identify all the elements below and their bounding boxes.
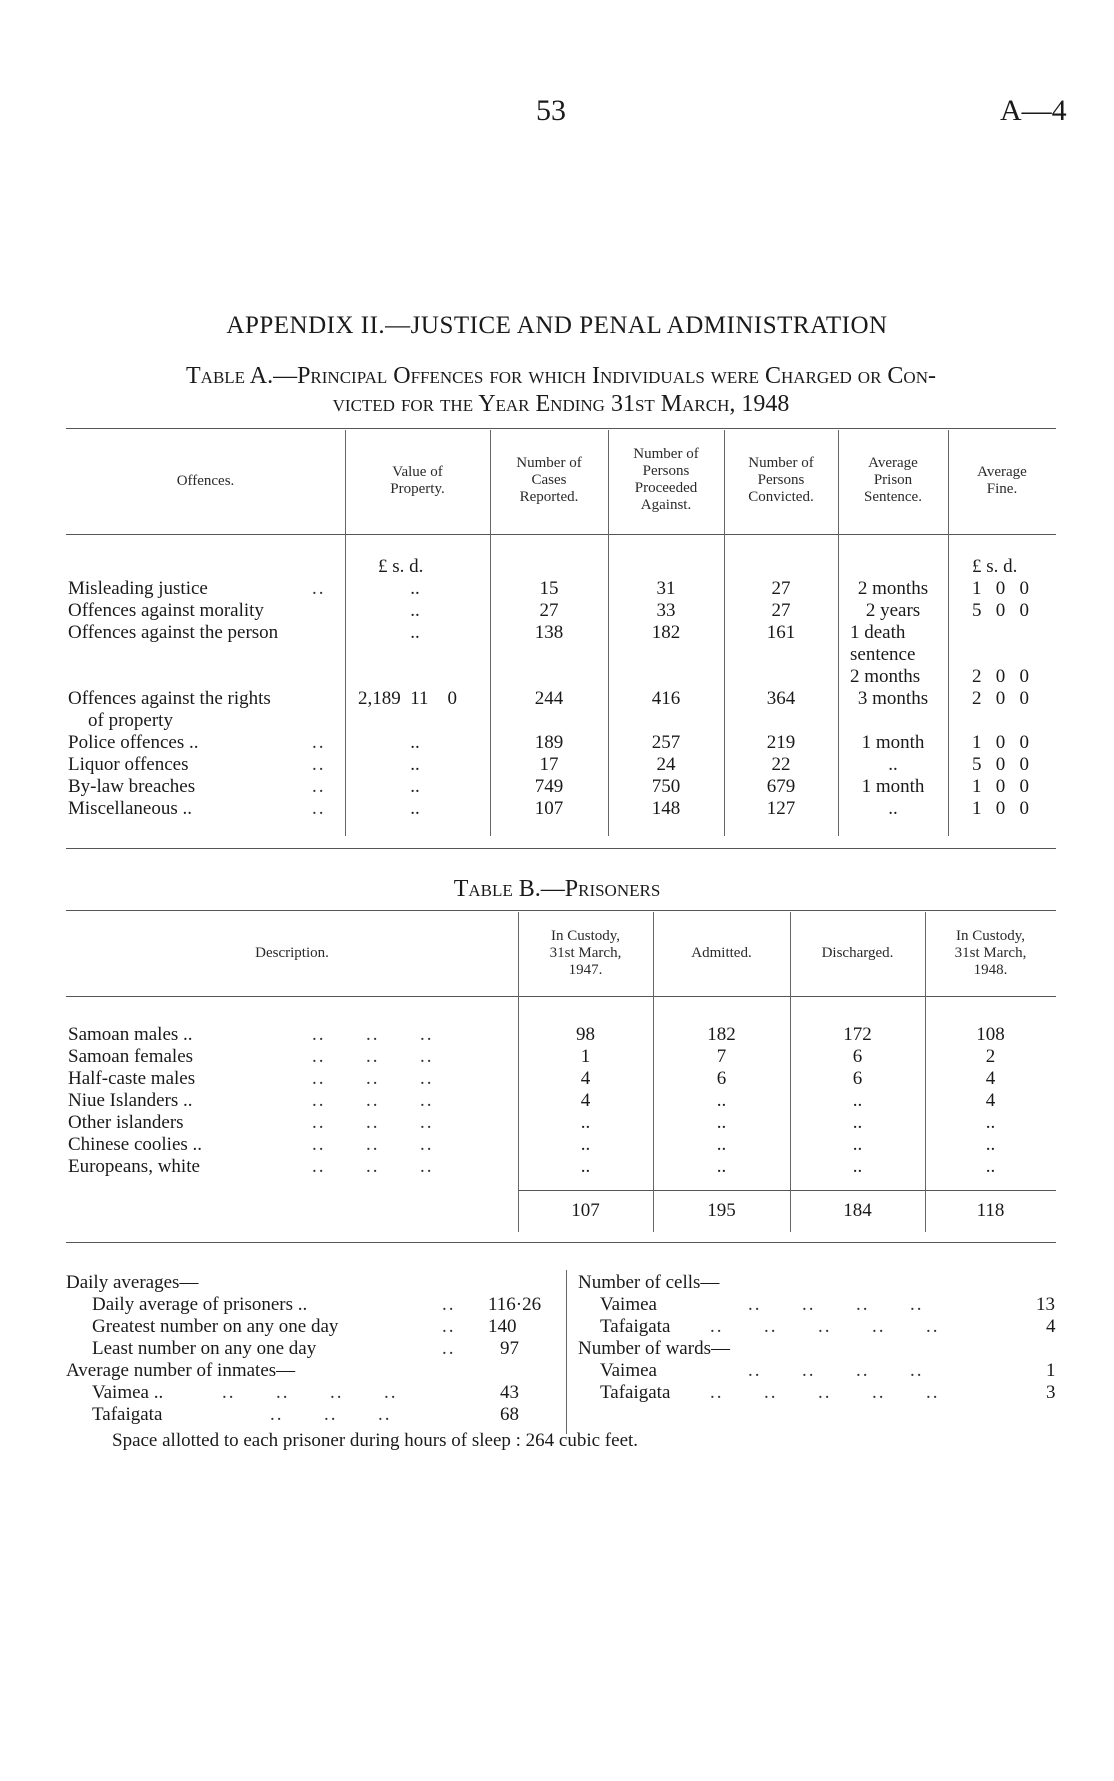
admitted-cell: 6: [716, 1068, 727, 1089]
fine-cell: 2 0 0: [972, 688, 1029, 709]
custody-1947-cell: ..: [580, 1134, 591, 1155]
proceeded-cell: 416: [651, 688, 681, 709]
header-admitted: Admitted.: [691, 945, 752, 961]
daily-averages-heading: Daily averages—: [66, 1272, 199, 1293]
offence-label: Police offences ..: [68, 732, 199, 753]
sentence-cell: ..: [888, 798, 898, 819]
convicted-cell: 364: [766, 688, 796, 709]
table-b-top-rule: [66, 910, 1056, 911]
header-value-of-property: Value of Property.: [390, 464, 445, 497]
header-discharged: Discharged.: [821, 945, 894, 961]
vaimea-wards-value: 1: [1046, 1360, 1056, 1381]
tafaigata-inmates-label: Tafaigata: [92, 1404, 163, 1425]
sentence-cell: 2 years: [865, 600, 921, 621]
vaimea-cells-label: Vaimea: [600, 1294, 657, 1315]
fine-cell: 1 0 0: [972, 732, 1029, 753]
proceeded-cell: 31: [656, 578, 676, 599]
custody-1948-cell: 2: [985, 1046, 996, 1067]
custody-1947-cell: 4: [580, 1090, 591, 1111]
table-a-header-rule: [66, 534, 1056, 535]
offence-label: Offences against morality: [68, 600, 264, 621]
cells-heading: Number of cells—: [578, 1272, 720, 1293]
leader-dots: ..: [442, 1294, 456, 1315]
offence-label: Offences against the rights: [68, 688, 271, 709]
tafaigata-wards-label: Tafaigata: [600, 1382, 671, 1403]
table-a-bottom-rule: [66, 848, 1056, 849]
fine-cell: 1 0 0: [972, 578, 1029, 599]
convicted-cell: 679: [766, 776, 796, 797]
proceeded-cell: 24: [656, 754, 676, 775]
cases-cell: 17: [539, 754, 559, 775]
vaimea-wards-label: Vaimea: [600, 1360, 657, 1381]
leader-dots: .. .. ..: [312, 1024, 434, 1045]
discharged-cell: 172: [843, 1024, 872, 1045]
offence-label: Miscellaneous ..: [68, 798, 193, 819]
vaimea-inmates-label: Vaimea ..: [92, 1382, 164, 1403]
leader-dots: .. .. .. ..: [222, 1382, 398, 1403]
value-cell: 2,189 11 0: [358, 688, 458, 709]
appendix-title: APPENDIX II.—JUSTICE AND PENAL ADMINISTRATION: [226, 312, 888, 339]
header-custody-1947: In Custody, 31st March, 1947.: [549, 928, 622, 978]
sentence-cell: 1 death: [850, 622, 906, 643]
cases-cell: 189: [534, 732, 564, 753]
discharged-cell: ..: [852, 1134, 863, 1155]
sentence-cell-continued: sentence: [850, 644, 916, 665]
convicted-cell: 161: [766, 622, 796, 643]
header-persons-proceeded: Number of Persons Proceeded Against.: [633, 446, 699, 513]
custody-1948-cell: ..: [985, 1112, 996, 1133]
daily-average-label: Daily average of prisoners ..: [92, 1294, 308, 1315]
leader-dots: .. .. ..: [270, 1404, 392, 1425]
block-divider: [566, 1270, 567, 1434]
value-cell: ..: [410, 776, 420, 797]
custody-1948-cell: ..: [985, 1134, 996, 1155]
leader-dots: .. .. .. ..: [748, 1360, 924, 1381]
table-b-caption: Table B.—Prisoners: [453, 876, 661, 902]
cases-cell: 15: [539, 578, 559, 599]
convicted-cell: 127: [766, 798, 796, 819]
header-description: Description.: [255, 945, 329, 961]
table-b-total-rule: [518, 1190, 1056, 1191]
offence-label: Misleading justice: [68, 578, 208, 599]
table-a-caption-line1: Table A.—Principal Offences for which Individuals were Charged or Con-: [186, 363, 936, 389]
admitted-cell: ..: [716, 1090, 727, 1111]
proceeded-cell: 257: [651, 732, 681, 753]
header-prison-sentence: Average Prison Sentence.: [864, 455, 922, 505]
fine-cell: 1 0 0: [972, 798, 1029, 819]
least-number-value: 97: [500, 1338, 519, 1359]
leader-dots: .. .. ..: [312, 1090, 434, 1111]
proceeded-cell: 182: [651, 622, 681, 643]
leader-dots: ..: [312, 732, 326, 753]
fine-cell: 5 0 0: [972, 754, 1029, 775]
admitted-cell: ..: [716, 1134, 727, 1155]
discharged-total: 184: [843, 1200, 872, 1221]
description-label: Samoan females: [68, 1046, 194, 1067]
proceeded-cell: 33: [656, 600, 676, 621]
cases-cell: 749: [534, 776, 564, 797]
admitted-cell: ..: [716, 1112, 727, 1133]
proceeded-cell: 148: [651, 798, 681, 819]
tafaigata-inmates-value: 68: [500, 1404, 519, 1425]
leader-dots: .. .. ..: [312, 1134, 434, 1155]
cases-cell: 138: [534, 622, 564, 643]
offence-label: Offences against the person: [68, 622, 279, 643]
leader-dots: .. .. .. .. ..: [710, 1382, 940, 1403]
custody-1948-cell: 108: [976, 1024, 1005, 1045]
leader-dots: ..: [312, 798, 326, 819]
tafaigata-cells-label: Tafaigata: [600, 1316, 671, 1337]
custody-1948-cell: 4: [985, 1068, 996, 1089]
description-label: Half-caste males: [68, 1068, 196, 1089]
leader-dots: ..: [312, 754, 326, 775]
leader-dots: .. .. .. ..: [748, 1294, 924, 1315]
custody-1947-cell: 1: [580, 1046, 591, 1067]
fine-units: £ s. d.: [972, 556, 1018, 577]
discharged-cell: ..: [852, 1112, 863, 1133]
header-persons-convicted: Number of Persons Convicted.: [748, 455, 814, 505]
leader-dots: .. .. ..: [312, 1068, 434, 1089]
fine-cell: 5 0 0: [972, 600, 1029, 621]
proceeded-cell: 750: [651, 776, 681, 797]
fine-cell: 1 0 0: [972, 776, 1029, 797]
custody-1948-cell: 4: [985, 1090, 996, 1111]
value-cell: ..: [410, 754, 420, 775]
tafaigata-cells-value: 4: [1046, 1316, 1056, 1337]
leader-dots: ..: [312, 578, 326, 599]
cases-cell: 107: [534, 798, 564, 819]
sentence-cell: 1 month: [861, 776, 925, 797]
admitted-cell: ..: [716, 1156, 727, 1177]
admitted-cell: 7: [716, 1046, 727, 1067]
leader-dots: .. .. ..: [312, 1156, 434, 1177]
description-label: Other islanders: [68, 1112, 184, 1133]
sentence-cell: 3 months: [857, 688, 929, 709]
tafaigata-wards-value: 3: [1046, 1382, 1056, 1403]
table-b-header-rule: [66, 996, 1056, 997]
discharged-cell: ..: [852, 1156, 863, 1177]
discharged-cell: ..: [852, 1090, 863, 1111]
wards-heading: Number of wards—: [578, 1338, 730, 1359]
admitted-cell: 182: [707, 1024, 736, 1045]
convicted-cell: 27: [771, 600, 791, 621]
vaimea-inmates-value: 43: [500, 1382, 519, 1403]
leader-dots: ..: [312, 776, 326, 797]
value-units: £ s. d.: [378, 556, 424, 577]
convicted-cell: 27: [771, 578, 791, 599]
fine-cell: 2 0 0: [972, 666, 1029, 687]
cases-cell: 244: [534, 688, 564, 709]
least-number-label: Least number on any one day: [92, 1338, 317, 1359]
convicted-cell: 219: [766, 732, 796, 753]
value-cell: ..: [410, 578, 420, 599]
vaimea-cells-value: 13: [1036, 1294, 1055, 1315]
description-label: Chinese coolies ..: [68, 1134, 203, 1155]
table-a-caption-line2: victed for the Year Ending 31st March, 1948: [332, 391, 790, 417]
leader-dots: ..: [442, 1338, 456, 1359]
page-reference: A—4: [1000, 94, 1067, 127]
custody-1948-cell: ..: [985, 1156, 996, 1177]
greatest-number-value: 140: [488, 1316, 517, 1337]
offence-label: By-law breaches: [68, 776, 196, 797]
sentence-cell: ..: [888, 754, 898, 775]
value-cell: ..: [410, 600, 420, 621]
custody-1947-cell: 98: [576, 1024, 595, 1045]
leader-dots: .. .. ..: [312, 1046, 434, 1067]
table-b-bottom-rule: [66, 1242, 1056, 1243]
description-label: Niue Islanders ..: [68, 1090, 193, 1111]
description-label: Europeans, white: [68, 1156, 200, 1177]
leader-dots: ..: [442, 1316, 456, 1337]
custody-1947-cell: ..: [580, 1156, 591, 1177]
custody-1947-cell: 4: [580, 1068, 591, 1089]
inmates-heading: Average number of inmates—: [66, 1360, 296, 1381]
sentence-cell: 2 months: [857, 578, 929, 599]
header-offences: Offences.: [176, 473, 235, 489]
sentence-cell: 1 month: [861, 732, 925, 753]
leader-dots: .. .. ..: [312, 1112, 434, 1133]
space-allotted-note: Space allotted to each prisoner during hours of sleep : 264 cubic feet.: [112, 1430, 639, 1451]
header-cases-reported: Number of Cases Reported.: [516, 455, 582, 505]
value-cell: ..: [410, 732, 420, 753]
cases-cell: 27: [539, 600, 559, 621]
custody-1948-total: 118: [976, 1200, 1005, 1221]
custody-1947-total: 107: [571, 1200, 600, 1221]
value-cell: ..: [410, 798, 420, 819]
leader-dots: .. .. .. .. ..: [710, 1316, 940, 1337]
greatest-number-label: Greatest number on any one day: [92, 1316, 339, 1337]
header-average-fine: Average Fine.: [977, 464, 1027, 497]
page-number: 53: [536, 94, 566, 127]
value-cell: ..: [410, 622, 420, 643]
table-a-top-rule: [66, 428, 1056, 429]
convicted-cell: 22: [771, 754, 791, 775]
offence-label-continued: of property: [88, 710, 173, 731]
discharged-cell: 6: [852, 1046, 863, 1067]
offence-label: Liquor offences: [68, 754, 189, 775]
sentence-cell-continued: 2 months: [850, 666, 921, 687]
header-custody-1948: In Custody, 31st March, 1948.: [954, 928, 1027, 978]
description-label: Samoan males ..: [68, 1024, 193, 1045]
daily-average-value: 116·26: [488, 1294, 542, 1315]
admitted-total: 195: [707, 1200, 736, 1221]
discharged-cell: 6: [852, 1068, 863, 1089]
custody-1947-cell: ..: [580, 1112, 591, 1133]
